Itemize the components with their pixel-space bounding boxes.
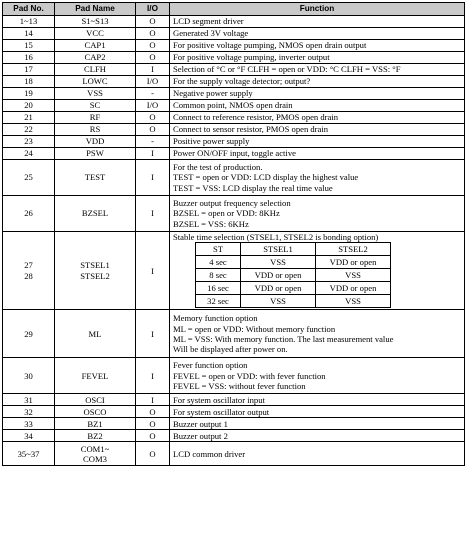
pad-no-cell: 1~13 (3, 16, 55, 28)
pad-name-cell: CLFH (55, 64, 136, 76)
function-cell (170, 88, 465, 100)
pad-no-cell: 30 (3, 358, 55, 394)
function-line: Buzzer output 2 (173, 430, 228, 441)
pad-name-cell: OSCI (55, 394, 136, 406)
pad-name-cell: BZSEL (55, 196, 136, 232)
pad-name-cell: ML (55, 310, 136, 358)
io-cell: O (136, 406, 170, 418)
function-line: For the supply voltage detector; output? (173, 76, 311, 87)
table-row (3, 310, 465, 358)
function-line: Power ON/OFF input, toggle active (173, 148, 296, 159)
subtable-header-cell: ST (196, 243, 241, 256)
pad-description-table (2, 2, 465, 466)
function-cell (170, 394, 465, 406)
pad-name-cell: CAP2 (55, 52, 136, 64)
io-cell: O (136, 52, 170, 64)
pad-name-cell: RS (55, 124, 136, 136)
io-cell: I (136, 64, 170, 76)
subtable-header-cell: STSEL1 (241, 243, 316, 256)
function-cell (170, 196, 465, 232)
subtable-cell: 16 sec (196, 282, 241, 295)
function-cell (170, 418, 465, 430)
table-row (3, 124, 465, 136)
pad-no-cell: 14 (3, 28, 55, 40)
pad-name-cell: COM1~ COM3 (55, 442, 136, 466)
function-cell (170, 100, 465, 112)
function-cell (170, 232, 465, 310)
io-cell: I (136, 196, 170, 232)
pad-name-cell: BZ2 (55, 430, 136, 442)
function-line: FEVEL = open or VDD: with fever function (173, 370, 326, 381)
function-line: Connect to reference resistor, PMOS open drain (173, 112, 339, 123)
function-line: LCD segment driver (173, 16, 244, 27)
pad-no-cell: 17 (3, 64, 55, 76)
function-line: Memory function option (173, 313, 258, 324)
function-cell (170, 358, 465, 394)
table-row (3, 430, 465, 442)
table-row (3, 358, 465, 394)
table-row (3, 148, 465, 160)
function-cell (170, 16, 465, 28)
pad-name-cell: VCC (55, 28, 136, 40)
table-row (3, 136, 465, 148)
io-cell: I/O (136, 76, 170, 88)
table-row (3, 40, 465, 52)
function-line: Buzzer output 1 (173, 418, 228, 429)
header-pad-name: Pad Name (55, 3, 136, 16)
pad-name-cell: VSS (55, 88, 136, 100)
function-cell (170, 430, 465, 442)
function-cell (170, 442, 465, 466)
stable-time-subtable (195, 242, 391, 308)
pad-name-cell: TEST (55, 160, 136, 196)
table-row (3, 442, 465, 466)
io-cell: I (136, 232, 170, 310)
function-line: Common point, NMOS open drain (173, 100, 293, 111)
table-row (3, 76, 465, 88)
subtable-cell: 4 sec (196, 256, 241, 269)
pad-no-cell: 26 (3, 196, 55, 232)
subtable-row (196, 295, 391, 308)
function-cell (170, 148, 465, 160)
table-row (3, 196, 465, 232)
pad-no-cell: 31 (3, 394, 55, 406)
function-cell (170, 160, 465, 196)
io-cell: O (136, 16, 170, 28)
io-cell: I (136, 358, 170, 394)
function-cell (170, 406, 465, 418)
table-row (3, 100, 465, 112)
header-pad-no: Pad No. (3, 3, 55, 16)
subtable-cell: 8 sec (196, 269, 241, 282)
header-function: Function (170, 3, 465, 16)
table-row (3, 88, 465, 100)
function-cell (170, 52, 465, 64)
pad-no-cell: 24 (3, 148, 55, 160)
pad-no-cell: 33 (3, 418, 55, 430)
pad-no-cell: 23 (3, 136, 55, 148)
function-line: Negative power supply (173, 88, 253, 99)
subtable-cell: VSS (241, 256, 316, 269)
table-row (3, 406, 465, 418)
function-line: TEST = open or VDD: LCD display the highest value (173, 172, 359, 183)
table-row (3, 232, 465, 310)
function-line: Positive power supply (173, 136, 250, 147)
io-cell: I (136, 160, 170, 196)
pad-no-cell: 19 (3, 88, 55, 100)
io-cell: O (136, 112, 170, 124)
function-line: Fever function option (173, 360, 248, 371)
function-line: BZSEL = VSS: 6KHz (173, 218, 249, 229)
function-line: ML = VSS: With memory function. The last measurement value (173, 333, 394, 344)
io-cell: O (136, 124, 170, 136)
function-line: For system oscillator input (173, 394, 265, 405)
io-cell: I (136, 148, 170, 160)
function-line: For the test of production. (173, 161, 263, 172)
pad-no-cell: 20 (3, 100, 55, 112)
function-cell (170, 112, 465, 124)
table-row (3, 394, 465, 406)
function-cell (170, 40, 465, 52)
function-line: Connect to sensor resistor, PMOS open drain (173, 124, 329, 135)
function-line: Generated 3V voltage (173, 28, 249, 39)
function-line: FEVEL = VSS: without fever function (173, 381, 306, 392)
pad-no-cell: 34 (3, 430, 55, 442)
function-cell (170, 124, 465, 136)
subtable-header-cell: STSEL2 (316, 243, 391, 256)
subtable-cell: VDD or open (316, 282, 391, 295)
pad-name-cell: PSW (55, 148, 136, 160)
pad-name-cell: RF (55, 112, 136, 124)
io-cell: O (136, 28, 170, 40)
subtable-row (196, 269, 391, 282)
function-line: For positive voltage pumping, inverter output (173, 52, 330, 63)
subtable-row (196, 256, 391, 269)
subtable-cell: 32 sec (196, 295, 241, 308)
pad-no-cell: 21 (3, 112, 55, 124)
pad-name-cell: VDD (55, 136, 136, 148)
pad-no-cell: 15 (3, 40, 55, 52)
function-line: For positive voltage pumping, NMOS open drain output (173, 40, 367, 51)
pad-no-cell: 32 (3, 406, 55, 418)
pad-no-cell: 16 (3, 52, 55, 64)
pad-name-cell: CAP1 (55, 40, 136, 52)
function-line: Selection of °C or °F CLFH = open or VDD: °C CLFH = VSS: °F (173, 64, 401, 75)
subtable-cell: VDD or open (241, 282, 316, 295)
pad-no-cell: 25 (3, 160, 55, 196)
io-cell: I/O (136, 100, 170, 112)
pad-no-cell: 22 (3, 124, 55, 136)
function-line: ML = open or VDD: Without memory function (173, 323, 336, 334)
pad-name-cell: STSEL1 STSEL2 (55, 232, 136, 310)
pad-name-cell: FEVEL (55, 358, 136, 394)
pad-name-cell: S1~S13 (55, 16, 136, 28)
table-row (3, 28, 465, 40)
subtable-cell: VDD or open (316, 256, 391, 269)
table-row (3, 418, 465, 430)
function-cell (170, 136, 465, 148)
pad-no-cell: 27 28 (3, 232, 55, 310)
function-line: LCD common driver (173, 448, 246, 459)
pad-name-cell: SC (55, 100, 136, 112)
subtable-cell: VSS (241, 295, 316, 308)
subtable-row (196, 282, 391, 295)
function-line: BZSEL = open or VDD: 8KHz (173, 208, 280, 219)
function-cell (170, 64, 465, 76)
io-cell: O (136, 442, 170, 466)
io-cell: O (136, 430, 170, 442)
table-row (3, 16, 465, 28)
io-cell: O (136, 418, 170, 430)
table-row (3, 112, 465, 124)
header-io: I/O (136, 3, 170, 16)
function-cell (170, 28, 465, 40)
pad-name-cell: LOWC (55, 76, 136, 88)
pad-no-cell: 29 (3, 310, 55, 358)
function-line: TEST = VSS: LCD display the real time value (173, 182, 333, 193)
function-cell (170, 310, 465, 358)
function-line: Will be displayed after power on. (173, 344, 288, 355)
subtable-header-row (196, 243, 391, 256)
subtable-cell: VSS (316, 269, 391, 282)
subtable-cell: VDD or open (241, 269, 316, 282)
table-header-row (3, 3, 465, 16)
pad-no-cell: 18 (3, 76, 55, 88)
io-cell: I (136, 310, 170, 358)
subtable-cell: VSS (316, 295, 391, 308)
pad-name-cell: BZ1 (55, 418, 136, 430)
function-line: Stable time selection (STSEL1, STSEL2 is bonding option) (173, 232, 379, 242)
table-row (3, 52, 465, 64)
io-cell: - (136, 136, 170, 148)
pad-name-cell: OSCO (55, 406, 136, 418)
io-cell: - (136, 88, 170, 100)
io-cell: O (136, 40, 170, 52)
pad-no-cell: 35~37 (3, 442, 55, 466)
function-line: Buzzer output frequency selection (173, 197, 291, 208)
function-cell (170, 76, 465, 88)
table-row (3, 64, 465, 76)
io-cell: I (136, 394, 170, 406)
function-line: For system oscillator output (173, 406, 270, 417)
table-row (3, 160, 465, 196)
